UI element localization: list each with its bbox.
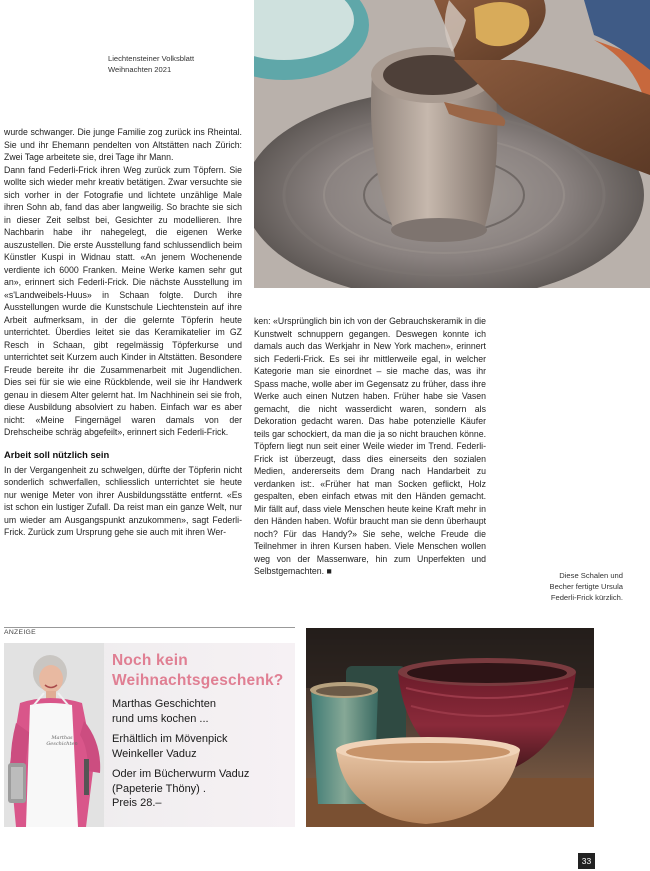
ad-price: Preis 28.– xyxy=(112,797,162,809)
ad-headline xyxy=(112,651,290,691)
ad-availability-alt: (Papeterie Thöny) . xyxy=(112,782,206,795)
caption-line: Federli-Frick kürzlich. xyxy=(550,593,623,602)
paragraph: wurde schwanger. Die junge Familie zog zurück ins Rheintal. Sie und ihr Ehemann pendelten von Altstätten nach Zürich: Zwei Tage arbeitete sie, drei Tage ihr Mann. xyxy=(4,127,242,162)
article-column-middle xyxy=(254,315,486,578)
ad-label: ANZEIGE xyxy=(4,629,36,636)
paragraph: In der Vergangenheit zu schwelgen, dürfte der Töpferin nicht sonderlich schwerfallen, schliesslich unterrichtet sie heute nur wenige Meter von ihrer Ausbildungsstätte entfernt. «Es ist schon ein lustiger Zufall. Da reist man ein ganze Welt, nur um wieder am Ausgangspunkt anzukommen», sagt Federli-Frick. Zurück zum Ursprung gehe sie auch mit ihren Wer- xyxy=(4,464,242,537)
ad-divider xyxy=(4,627,295,628)
photo-potter-wheel xyxy=(254,0,650,288)
advertisement[interactable] xyxy=(4,643,295,827)
photo-ceramic-bowls xyxy=(306,628,594,827)
ad-headline-line: Weihnachtsgeschenk? xyxy=(112,672,284,689)
ad-book-subtitle: rund ums kochen ... xyxy=(112,712,209,725)
photo-caption xyxy=(488,570,623,603)
publication-issue: Weihnachten 2021 xyxy=(108,64,172,74)
article-column-left xyxy=(4,126,242,539)
end-mark-icon: ■ xyxy=(326,566,332,576)
page-number: 33 xyxy=(578,853,595,869)
publication-header xyxy=(108,54,194,75)
ad-headline-line: Noch kein xyxy=(112,652,188,669)
article-subheading: Arbeit soll nützlich sein xyxy=(4,448,110,460)
publication-name: Liechtensteiner Volksblatt xyxy=(108,54,195,63)
ad-availability: Weinkeller Vaduz xyxy=(112,747,197,760)
paragraph: Dann fand Federli-Frick ihren Weg zurück zum Töpfern. Sie wollte sich wieder mehr kreativ betätigen. Zwar versuchte sie sich vorher in der Fotografie und lichtete unzählige Male ihren Sohn ab, fand das aber langweilig. So brachte sie sich in dieser Zeit selbst bei, Gesichter zu modellieren. Ihre Nachbarin habe ihr nahegelegt, die eigenen Werke auszustellen. Die erste Ausstellung fand schlussendlich beim Künstler Kuspi in Widnau statt. «An jenem Wochenende verdiente ich 6000 Franken. Meine Werke kamen sehr gut an», erinnert sich Federli-Frick. Die nächste Ausstellung im «s'Landweibels-Huus» in Schaan folgte. Durch ihre Ausstellungen wurde die Kunstschule Liechtenstein auf ihre Arbeit aufmerksam, in der die gelernte Töpferin heute unterrichtet. Überdies leitet sie das Keramikatelier im GZ Resch in Schaan, gibt regelmässig Töpferkurse und unterrichtet seit Kurzem auch Kinder in Altstätten. Besondere Freude bereite ihr die Zusammenarbeit mit Jugendlichen. Dies sei für sie wie eine Rückblende, weil sie ihr Handwerk genau in diesem Alter gelernt hat. Im Nachhinein sei sie froh, diese Ausbildung absolviert zu haben. Einfach war es aber nicht: «Meine Fingernägel waren damals von der Drehscheibe schräg abgefeilt», erinnert sich Federli-Frick. xyxy=(4,164,242,437)
apron-text: Marthas Geschichten xyxy=(46,735,78,747)
ad-book-title: Marthas Geschichten xyxy=(112,698,216,710)
caption-line: Diese Schalen und xyxy=(559,571,623,580)
caption-line: Becher fertigte Ursula xyxy=(549,582,623,591)
ad-availability: Erhältlich im Mövenpick xyxy=(112,733,228,745)
potter-wheel-illustration xyxy=(254,0,650,288)
paragraph xyxy=(254,315,486,578)
paragraph-text: ken: «Ursprünglich bin ich von der Gebrauchskeramik in die Kunstwelt schnuppern gegangen. Deswegen konnte ich damals auch das Werkjahr in New York machen», erinnert sich Federli-Frick. Es sei ihr mittlerweile egal, in welcher Kategorie man sie einordnet – sie mache das, was ihr Spass mache, wolle aber im Gegensatz zu früher, dass ihre Werke auch einen Nutzen haben. Früher habe sie Vasen gemacht, die nicht wasserdicht waren, sondern als Dekoration gedacht waren. Das habe potenzielle Käufer teils gar schockiert, da man die ja so nicht brauchen könne. Töpfern liegt nun seit einer Weile wieder im Trend. Federli-Frick ist überzeugt, dass dies einerseits den sozialen Medien, andererseits dem Drang nach Handarbeit zu verdanken ist:. «Früher hat man Socken geflickt, Holz gespalten, eben einfach etwas mit den Händen gemacht. Mir fällt auf, dass viele Menschen heute keine Kraft mehr in den Händen haben. Wofür braucht man sie denn überhaupt noch? Für das Handy?» Sie sehe, welche Freude die Teilnehmer in ihren Kursen haben. Viele Menschen wollen weg von der Massenware, hin zum Unperfekten und Selbstgemachten. xyxy=(254,316,486,576)
bowls-illustration xyxy=(306,628,594,827)
ad-text xyxy=(112,651,290,811)
ad-availability-alt: Oder im Bücherwurm Vaduz xyxy=(112,768,250,780)
